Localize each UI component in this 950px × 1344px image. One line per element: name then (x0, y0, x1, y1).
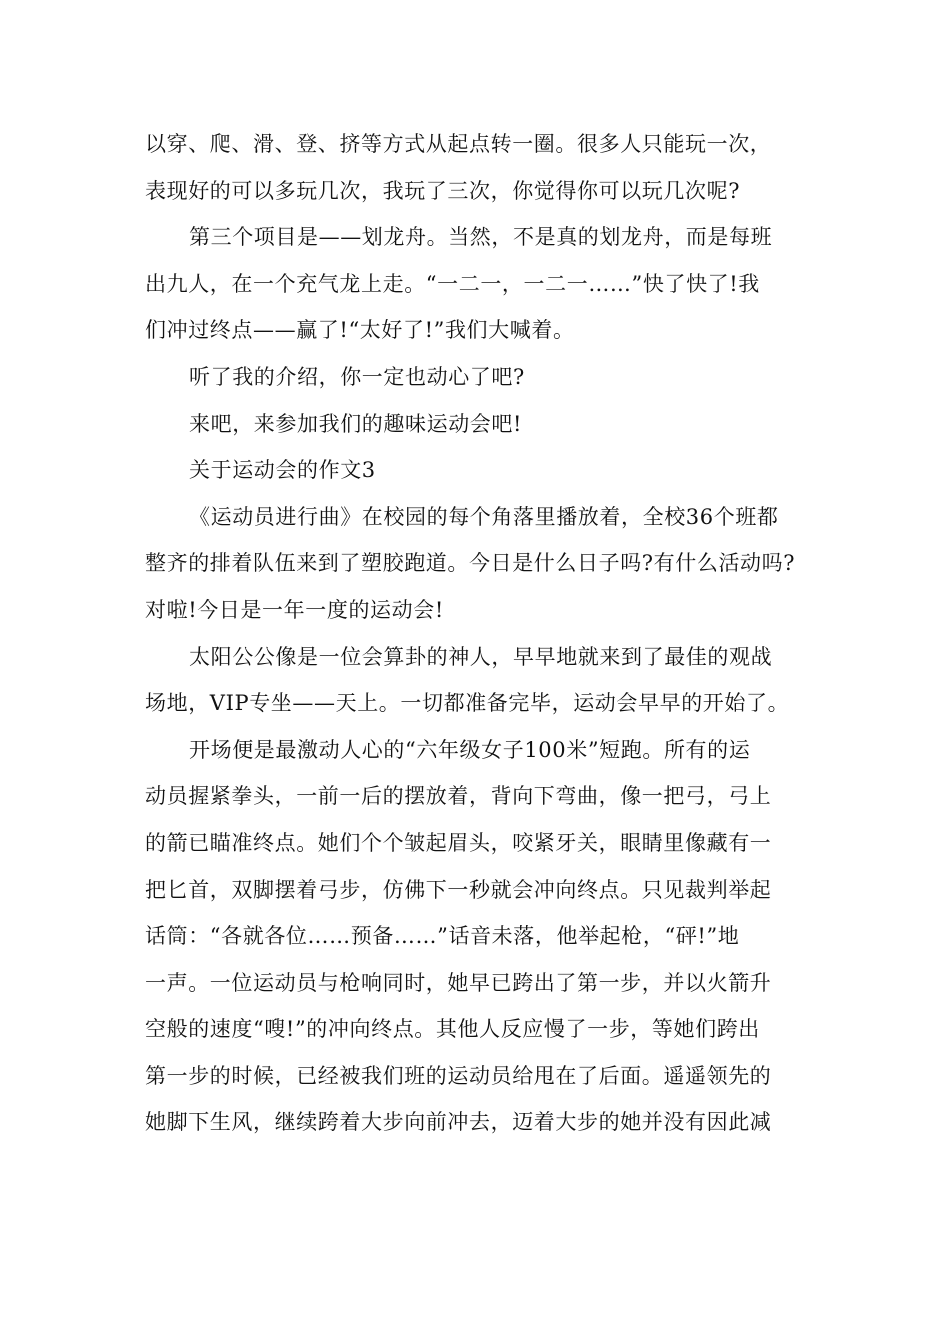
text-line: 关于运动会的作文3 (189, 458, 376, 483)
text-line: 以穿、爬、滑、登、挤等方式从起点转一圈。很多人只能玩一次， (145, 132, 772, 156)
text-line: 话筒：“各就各位……预备……”话音未落，他举起枪，“砰!”地 (145, 924, 740, 949)
text-line: 来吧，来参加我们的趣味运动会吧! (189, 411, 523, 436)
text-line: 把匕首，双脚摆着弓步，仿佛下一秒就会冲向终点。只见裁判举起 (145, 877, 772, 902)
essay-body (145, 128, 845, 1153)
text-line: 空般的速度“嗖!”的冲向终点。其他人反应慢了一步，等她们跨出 (145, 1017, 760, 1042)
text-line: 出九人，在一个充气龙上走。“一二一，一二一……”快了快了!我 (145, 271, 760, 296)
text-line: 的箭已瞄准终点。她们个个皱起眉头，咬紧牙关，眼睛里像藏有一 (145, 830, 772, 855)
text-line: 一声。一位运动员与枪响同时，她早已跨出了第一步，并以火箭升 (145, 970, 772, 995)
text-line: 表现好的可以多玩几次，我玩了三次，你觉得你可以玩几次呢? (145, 178, 741, 203)
text-line: 开场便是最激动人心的“六年级女子100米”短跑。所有的运 (189, 737, 751, 762)
text-line: 整齐的排着队伍来到了塑胶跑道。今日是什么日子吗?有什么活动吗? (145, 551, 796, 576)
text-line: 太阳公公像是一位会算卦的神人，早早地就来到了最佳的观战 (189, 644, 773, 669)
text-line: 们冲过终点——赢了!“太好了!”我们大喊着。 (145, 318, 575, 343)
text-line: 第一步的时候，已经被我们班的运动员给甩在了后面。遥遥领先的 (145, 1063, 772, 1088)
text-line: 第三个项目是——划龙舟。当然，不是真的划龙舟，而是每班 (189, 225, 773, 250)
text-line: 《运动员进行曲》在校园的每个角落里播放着，全校36个班都 (189, 504, 779, 529)
text-line: 听了我的介绍，你一定也动心了吧? (189, 364, 525, 389)
text-line: 对啦!今日是一年一度的运动会! (145, 597, 444, 622)
text-line: 她脚下生风，继续跨着大步向前冲去，迈着大步的她并没有因此减 (145, 1110, 772, 1135)
text-line: 动员握紧拳头，一前一后的摆放着，背向下弯曲，像一把弓，弓上 (145, 784, 772, 809)
text-line: 场地，VIP专坐——天上。一切都准备完毕，运动会早早的开始了。 (145, 691, 790, 716)
